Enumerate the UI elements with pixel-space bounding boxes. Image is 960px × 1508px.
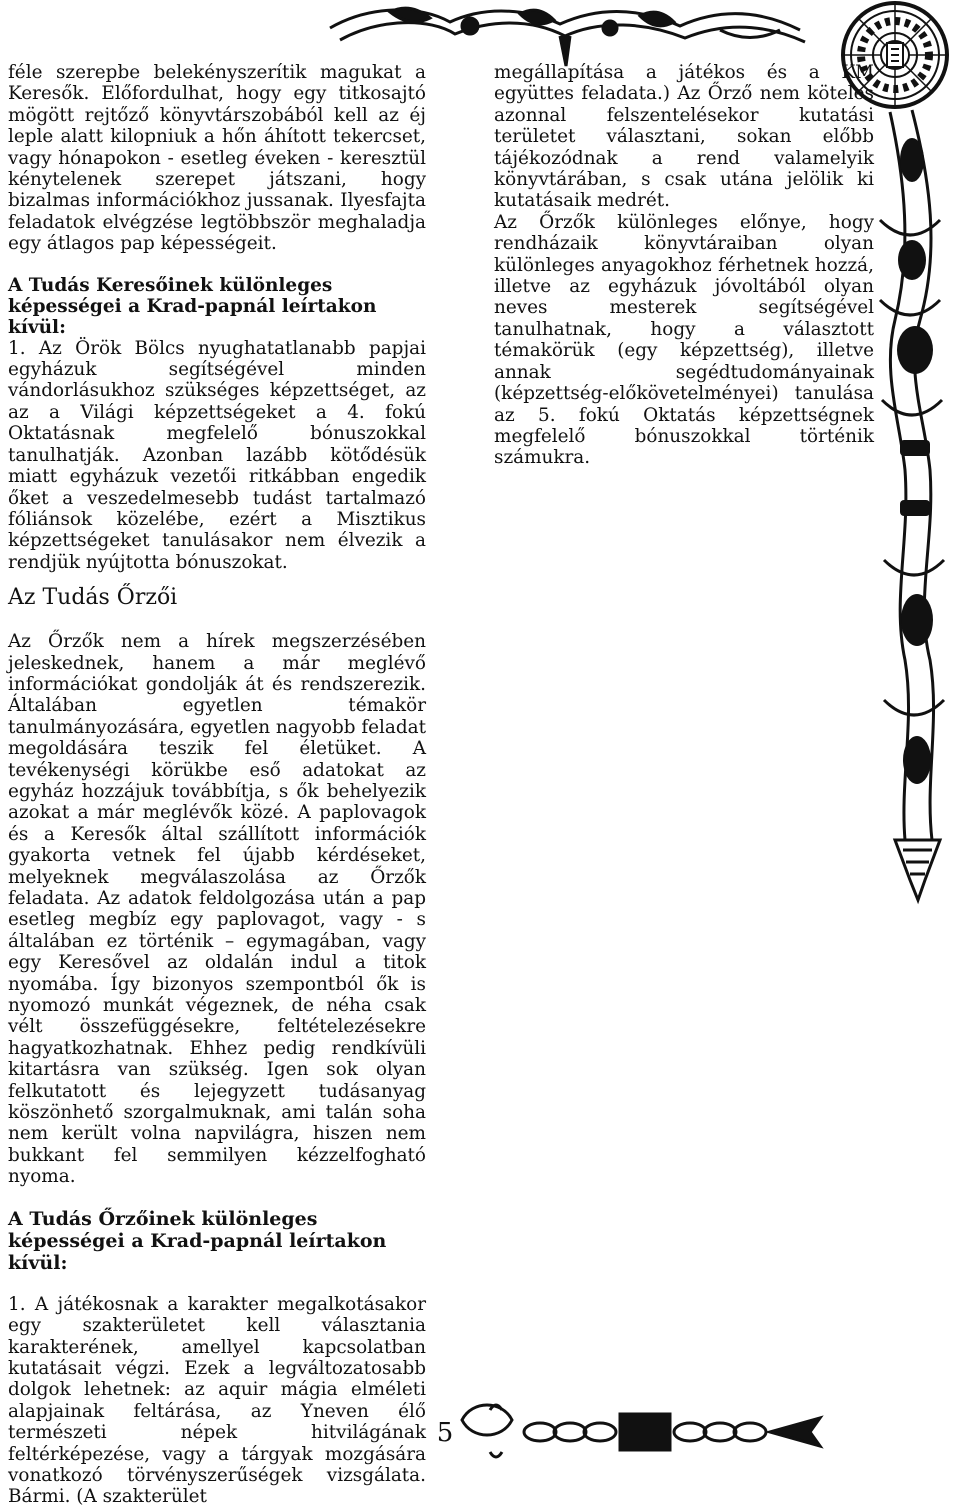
- top-ornament: [330, 8, 805, 66]
- guardians-heading: A Tudás Őrzőinek különleges képességei a Krad-papnál leírtakon kívül:: [8, 1207, 387, 1274]
- right-paragraph-1: megállapítása a játékos és a KM együttes feladata.) Az Őrző nem köteles azonnal felszentelésekor kutatási területet választani, sokan előbb tájékozódnak a rend valamelyik könyvtárában, s csak utána jelölik ki kutatásaik medrét.: [494, 62, 874, 212]
- guardians-paragraph: Az Őrzők nem a hírek megszerzésében jeleskednek, hanem a már meglévő információkat gondolják át és rendszerezik. Általában egyetlen témakör tanulmányozására, egyetlen nagyobb feladat megoldására teszik fel életüket. A tevékenységi körükbe eső adatokat az egyház hozzájuk továbbítja, s ők behelyezik azokat a már meglévők közé. A paplovagok és a Keresők által szállított információk gyakorta vetnek fel újabb kérdéseket, melyeknek megválaszolása az Őrzők feladata. Az adatok feldolgozása után a pap esetleg megbíz egy paplovagot, vagy - s általában ez történik – egymagában, vagy egy Keresővel az oldalán indul a titok nyomába. Így bizonyos szempontból ők is nyomozó munkát végeznek, de néha csak vélt összefüggésekre, feltételezésekre hagyatkozhatnak. Ehhez pedig rendkívüli kitartásra van szükség. Igen sok olyan felkutatott és lejegyzett tudásanyag köszönhető szorgalmuknak, ami talán soha nem került volna napvilágra, hiszen nem bukkant fel semmilyen kézzelfogható nyoma.: [8, 631, 427, 1188]
- guardians-item-1: 1. A játékosnak a karakter megalkotásakor egy szakterületet kell választania karakterének, amellyel kapcsolatban kutatásait végzi. Ezek a legváltozatosabb dolgok lehetnek: az aquir mágia elméleti alapjainak feltárása, az Yneven élő természeti népek hitvilágának feltérképezése, vagy a tárgyak mozgására vonatkozó törvényszerűségek vizsgálata. Bármi. (A szakterület: [8, 1293, 426, 1508]
- seekers-heading: A Tudás Keresőinek különleges képességei a Krad-papnál leírtakon kívül:: [8, 274, 377, 338]
- right-pillar-ornament: [880, 110, 944, 840]
- guardians-title: Az Tudás Őrzői: [8, 585, 178, 611]
- right-column: [494, 62, 874, 469]
- left-column: [8, 62, 426, 1508]
- spear-tip-icon: [895, 840, 940, 900]
- intro-paragraph: féle szerepbe belekényszerítik magukat a Keresők. Előfordulhat, hogy egy titkosajtó mögött rejtőző könyvtárszobából kell az éj leple alatt kilopniuk a hőn áhított tekercset, vagy hónapokon - esetleg éveken - keresztül kénytelenek szerepet játszani, hogy bizalmas információkhoz jussanak. Ilyesfajta feladatok elvégzése legtöbbször meghaladja egy átlagos pap képességeit.: [8, 62, 426, 255]
- right-paragraph-2: Az Őrzők különleges előnye, hogy rendházaik könyvtáraiban olyan különleges anyagokhoz férhetnek hozzá, illetve az egyházuk jóvoltából olyan neves mesterek segítségével tanulhatnak, hogy a választott témakörük (egy képzettség), illetve annak segédtudományainak (képzettség-előkövetelményei) tanulása az 5. fokú Oktatás képzettségnek megfelelő bónuszokkal történik számukra.: [494, 211, 874, 469]
- chain-ornament-icon: [462, 1405, 820, 1457]
- seekers-item-1: 1. Az Örök Bölcs nyughatatlanabb papjai egyházuk segítségével minden vándorlásukhoz szükséges képzettséget, az az a Világi képzettségeket a 4. fokú Oktatásnak megfelelő bónuszokkal tanulhatják. Azonban lazább kötődésük miatt egyházuk vezetői ritkábban engedik őket a veszedelmesebb tudást tartalmazó fóliánsok közelébe, ezért a Misztikus képzettségeket tanulásakor nem élvezik a rendjük nyújtotta bónuszokat.: [8, 337, 426, 573]
- page-number: 5: [436, 1418, 454, 1448]
